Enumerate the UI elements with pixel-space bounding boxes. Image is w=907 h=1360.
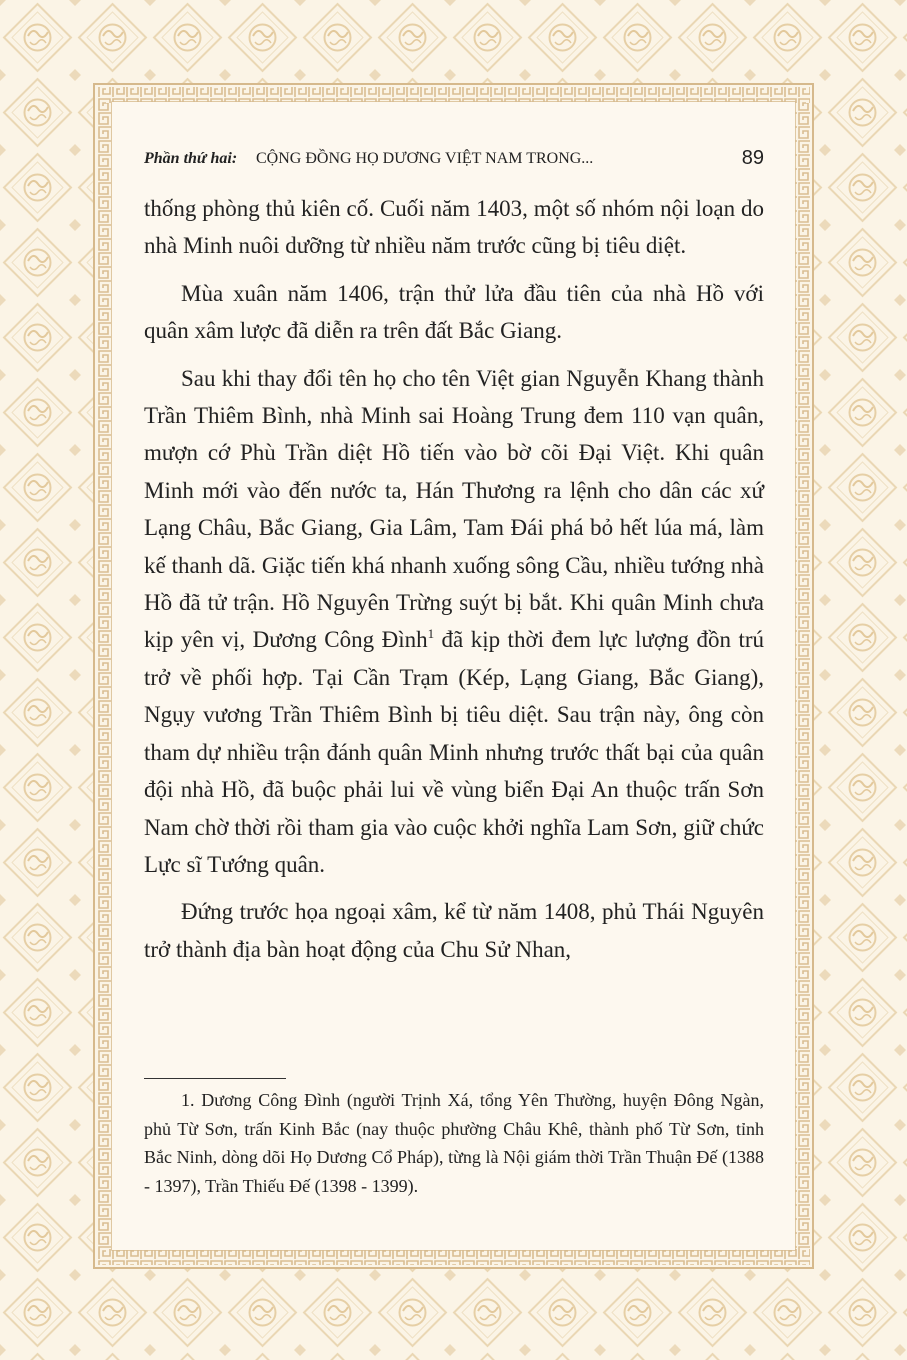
paragraph-3	[144, 360, 764, 884]
greek-key-fret-border-icon	[97, 87, 810, 103]
page-number: 89	[741, 147, 764, 169]
header-title: CỘNG ĐỒNG HỌ DƯƠNG VIỆT NAM TRONG...	[256, 150, 594, 167]
header-part-label: Phần thứ hai:	[144, 150, 238, 167]
paragraph-3-before-note: Sau khi thay đổi tên họ cho tên Việt gian Nguyễn Khang thành Trần Thiêm Bình, nhà Minh sai Hoàng Trung đem 110 vạn quân, mượn cớ Phù Trần diệt Hồ tiến vào bờ cõi Đại Việt. Khi quân Minh mới vào đến nước ta, Hán Thương ra lệnh cho dân các xứ Lạng Châu, Bắc Giang, Gia Lâm, Tam Đái phá bỏ hết lúa má, làm kế thanh dã. Giặc tiến khá nhanh xuống sông Cầu, nhiều tướng nhà Hồ đã tử trận. Hồ Nguyên Trừng suýt bị bắt. Khi quân Minh chưa kịp yên vị, Dương Công Đình	[144, 365, 764, 653]
footnote-text: 1. Dương Công Đình (người Trịnh Xá, tổng Yên Thường, huyện Đông Ngàn, phủ Từ Sơn, trấn Kinh Bắc (nay thuộc phường Châu Khê, thành phố Từ Sơn, tỉnh Bắc Ninh, dòng dõi Họ Dương Cổ Pháp), từng là Nội giám thời Trần Thuận Đế (1388 - 1397), Trần Thiếu Đế (1398 - 1399).	[144, 1090, 764, 1196]
paragraph-2: Mùa xuân năm 1406, trận thử lửa đầu tiên của nhà Hồ với quân xâm lược đã diễn ra trên đất Bắc Giang.	[144, 280, 764, 344]
footnote-divider	[144, 1078, 286, 1079]
paragraph-1: thống phòng thủ kiên cố. Cuối năm 1403, một số nhóm nội loạn do nhà Minh nuôi dưỡng từ nhiều năm trước cũng bị tiêu diệt.	[144, 196, 764, 259]
body-text	[144, 190, 764, 978]
footnote-reference[interactable]: 1	[427, 626, 435, 642]
running-header	[144, 143, 764, 173]
paragraph-4: Đứng trước họa ngoại xâm, kể từ năm 1408, phủ Thái Nguyên trở thành địa bàn hoạt động của Chu Sử Nhan,	[144, 899, 764, 962]
paragraph-3-after-note: đã kịp thời đem lực lượng đồn trú trở về phối hợp. Tại Cần Trạm (Kép, Lạng Giang, Bắc Giang), Ngụy vương Trần Thiêm Bình bị tiêu diệt. Sau trận này, ông còn tham dự nhiều trận đánh quân Minh nhưng trước thất bại của quân đội nhà Hồ, đã buộc phải lui về vùng biển Đại An thuộc trấn Sơn Nam chờ thời rồi tham gia vào cuộc khởi nghĩa Lam Sơn, giữ chức Lực sĩ Tướng quân.	[144, 627, 764, 877]
